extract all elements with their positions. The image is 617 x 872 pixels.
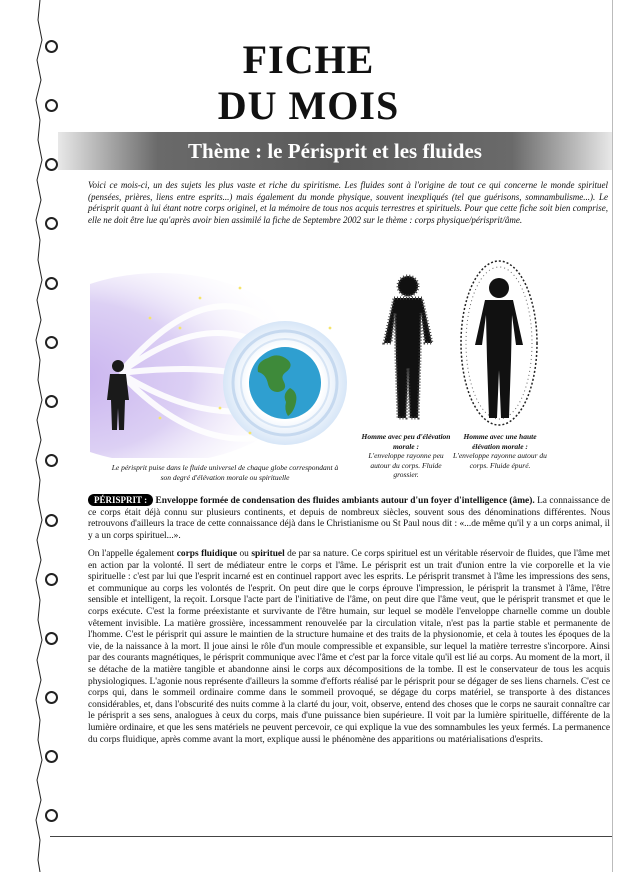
- globe-caption: Le périsprit puise dans le fluide universel de chaque globe correspondant à son degré d'élévation morale ou spirituelle: [111, 463, 339, 482]
- binder-hole: [45, 217, 58, 230]
- intro-paragraph: Voici ce mois-ci, un des sujets les plus vaste et riche du spiritisme. Les fluides sont à l'origine de tout ce qui concerne le monde spirituel (pensées, prières, liens entre esprits...) mais également du monde physique, souvent inexpliqués (tel que guérisons, somnambulisme...). Le périsprit quant à lui étant notre corps originel, et la mémoire de tous nos acquis terrestres et spirituels. Pour que cette fiche soit bien comprise, elle ne doit être lue qu'après avoir bien assimilé la fiche de Septembre 2002 sur le thème : corps physique/périsprit/âme.: [88, 180, 608, 225]
- definition-lead: Enveloppe formée de condensation des fluides ambiants autour d'un foyer d'intelligence (âme).: [155, 496, 535, 506]
- binder-hole: [45, 158, 58, 171]
- perisprit-badge: PÉRISPRIT :: [88, 494, 153, 506]
- low-elevation-caption-text: L'enveloppe rayonne peu autour du corps. Fluide grossier.: [368, 451, 444, 479]
- high-elevation-caption-text: L'enveloppe rayonne autour du corps. Fluide épuré.: [453, 451, 547, 470]
- body-text-c: de par sa nature. Ce corps spirituel est un véritable réservoir de fluides, que l'âme met en action par la volonté. Il sert de médiateur entre le corps et l'âme. Le périsprit est un trait d'union entre la vie corporelle et la vie spirituelle : c'est par lui que l'esprit incarné est en continuel rapport avec les esprits. Le périsprit transmet à l'âme les impressions des sens, et communique au corps les volontés de l'esprit. On peut dire que le corps éprouve l'impression, le périsprit la transmet à l'âme, l'être sensible et intelligent, la reçoit. Lorsque l'acte part de l'initiative de l'âme, on peut dire que l'âme veut, que le périsprit transmet et que le corps exécute. C'est la forme préexistante et survivante de l'être humain, sur lequel se modèle l'enveloppe charnelle comme un double vêtement invisible. La matière grossière, incessamment renouvelée par la circulation vitale, n'est pas la partie stable et permanente de l'homme. C'est le périsprit qui assure le maintien de la structure humaine et des traits de la physionomie, et cela à toutes les époques de la vie, de la naissance à la mort. Il joue ainsi le rôle d'un moule compressible et expansible, sur lequel la matière terrestre s'incorpore. Ainsi par des courants magnétiques, le périsprit communique avec l'âme et c'est par la force vitale qu'il est lié au corps. Au moment de la mort, il se détache de la matière tangible et abandonne ainsi le corps aux décompositions de la tombe. Il est le conservateur de tous les acquis physiologiques. L'agonie nous représente d'ailleurs la somme d'efforts réalisé par le périsprit pour se dégager de ses liens charnels. C'est ce corps qui, dans le sommeil ordinaire comme dans le sommeil provoqué, se dégage du corps matériel, se transporte à des distances considérables, et, dans l'obscurité des nuits comme à la clarté du jour, voit, observe, entend des choses que le corps ne saurait connaître car le périsprit a ses sens, analogues à ceux du corps, mais d'une puissance bien supérieure. Il voit par la lumière spirituelle, différente de la lumière ordinaire, et que les sens matériels ne peuvent percevoir, ce qui explique la vue des somnambules les yeux fermés. La permanence du corps fluidique, après comme avant la mort, explique aussi le phénomène des apparitions ou matérialisations d'esprits.: [88, 549, 611, 745]
- binder-hole: [45, 750, 58, 763]
- body-text-a: On l'appelle également: [88, 549, 177, 559]
- body-bold-spirituel: spirituel: [251, 549, 285, 559]
- low-elevation-caption-title: Homme avec peu d'élévation morale :: [361, 432, 451, 451]
- theme-heading: Thème : le Périsprit et les fluides: [188, 139, 482, 163]
- binder-hole: [45, 691, 58, 704]
- binder-hole: [45, 454, 58, 467]
- high-elevation-man-figure: [458, 258, 540, 428]
- bottom-rule: [50, 836, 612, 837]
- high-elevation-caption-title: Homme avec une haute élévation morale :: [463, 432, 537, 451]
- body-text-b: ou: [237, 549, 252, 559]
- page-title-line1: FICHE: [242, 37, 375, 82]
- body-bold-corps-fluidique: corps fluidique: [176, 549, 238, 559]
- binder-hole: [45, 573, 58, 586]
- body-paragraph: [88, 549, 610, 746]
- high-elevation-caption: [452, 432, 548, 470]
- definition-paragraph: [88, 494, 610, 542]
- binder-hole: [45, 395, 58, 408]
- binder-hole: [45, 809, 58, 822]
- low-elevation-man-figure: [368, 268, 448, 428]
- binder-hole: [45, 277, 58, 290]
- definition-body: La connaissance de ce corps était déjà connu sur plusieurs continents, et depuis de nombreux siècles, souvent sous des dénominations différentes. Nous retrouvons d'ailleurs la trace de cette connaissance déjà dans le Christianisme ou St Paul nous dit : «...de même qu'il y a un corps animal, il y a un corps spirituel...».: [88, 496, 611, 541]
- right-margin-line: [612, 0, 613, 872]
- binder-hole: [45, 336, 58, 349]
- page-title-line2: DU MOIS: [217, 83, 400, 128]
- low-elevation-caption: [360, 432, 452, 480]
- binder-hole: [45, 632, 58, 645]
- torn-edge: [0, 0, 60, 872]
- perisprit-globe-illustration: [90, 258, 350, 458]
- binder-hole: [45, 514, 58, 527]
